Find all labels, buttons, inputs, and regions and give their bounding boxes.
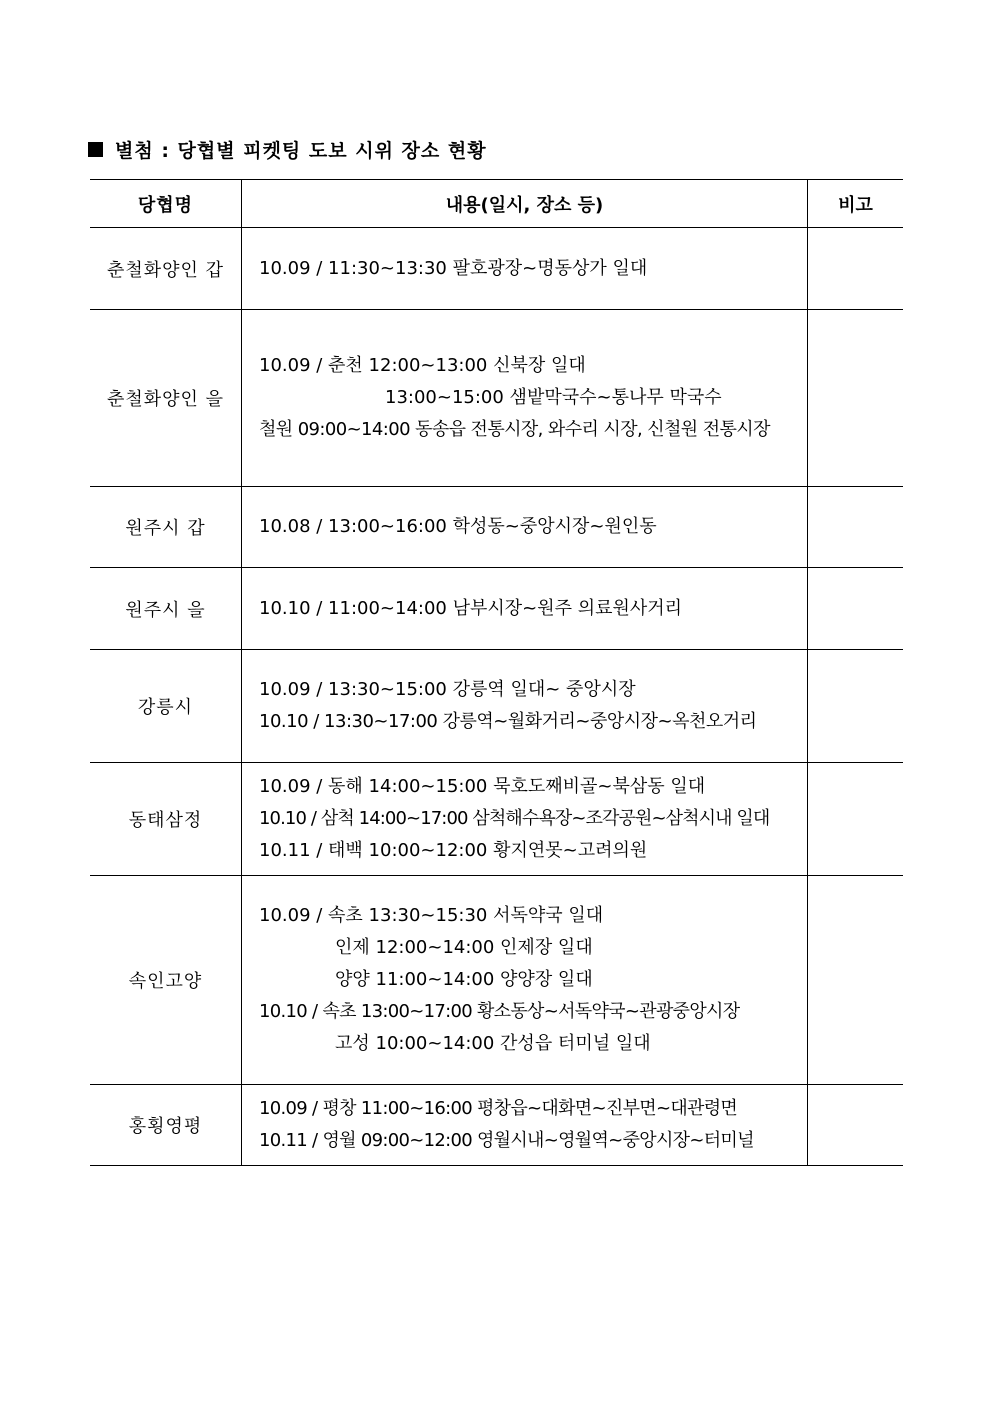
schedule-line: 10.08 / 13:00~16:00 학성동~중앙시장~원인동 [259, 516, 657, 537]
picketing-schedule-table [90, 179, 903, 1166]
table-row [90, 763, 903, 876]
schedule-line: 철원 09:00~14:00 동송읍 전통시장, 와수리 시장, 신철원 전통시장 [259, 419, 770, 440]
header-district: 당협명 [90, 180, 242, 228]
square-bullet-icon [88, 142, 103, 157]
note-cell [808, 228, 904, 310]
note-cell [808, 1085, 904, 1166]
district-name: 홍횡영평 [90, 1085, 242, 1166]
note-cell [808, 650, 904, 763]
schedule-content [242, 228, 808, 310]
heading-text: 별첨 : 당협별 피켓팅 도보 시위 장소 현황 [115, 140, 487, 162]
table-row [90, 310, 903, 487]
schedule-content [242, 568, 808, 650]
schedule-line: 10.10 / 13:30~17:00 강릉역~월화거리~중앙시장~옥천오거리 [259, 711, 757, 732]
table-row [90, 487, 903, 568]
district-name: 동태삼정 [90, 763, 242, 876]
schedule-line: 고성 10:00~14:00 간성읍 터미널 일대 [335, 1033, 651, 1054]
schedule-line: 10.10 / 11:00~14:00 남부시장~원주 의료원사거리 [259, 597, 683, 619]
schedule-content [242, 763, 808, 876]
note-cell [808, 876, 904, 1085]
table-row [90, 228, 903, 310]
note-cell [808, 310, 904, 487]
table-header-row [90, 180, 903, 228]
schedule-line: 10.09 / 춘천 12:00~13:00 신북장 일대 [259, 355, 586, 376]
schedule-line: 10.09 / 13:30~15:00 강릉역 일대~ 중앙시장 [259, 679, 636, 700]
table-row [90, 568, 903, 650]
schedule-line: 10.09 / 평창 11:00~16:00 평창읍~대화면~진부면~대관령면 [259, 1098, 738, 1119]
district-name: 속인고양 [90, 876, 242, 1085]
schedule-content [242, 650, 808, 763]
schedule-line: 인제 12:00~14:00 인제장 일대 [335, 937, 593, 958]
note-cell [808, 568, 904, 650]
schedule-content [242, 310, 808, 487]
table-row [90, 1085, 903, 1166]
district-name: 춘철화양인 을 [90, 310, 242, 487]
district-name: 원주시 을 [90, 568, 242, 650]
schedule-line: 10.09 / 11:30~13:30 팔호광장~명동상가 일대 [259, 257, 648, 279]
schedule-content [242, 1085, 808, 1166]
table-row [90, 650, 903, 763]
schedule-line: 13:00~15:00 샘밭막국수~통나무 막국수 [385, 387, 722, 408]
schedule-line: 10.10 / 속초 13:00~17:00 황소동상~서독약국~관광중앙시장 [259, 1001, 740, 1022]
header-note: 비고 [838, 194, 873, 216]
district-name: 원주시 갑 [90, 487, 242, 568]
schedule-line: 10.09 / 동해 14:00~15:00 묵호도째비골~북삼동 일대 [259, 776, 706, 797]
schedule-line: 10.11 / 태백 10:00~12:00 황지연못~고려의원 [259, 840, 648, 861]
schedule-line: 10.10 / 삼척 14:00~17:00 삼척해수욕장~조각공원~삼척시내 일대 [259, 808, 770, 829]
schedule-line: 10.11 / 영월 09:00~12:00 영월시내~영월역~중앙시장~터미널 [259, 1130, 754, 1151]
page-heading [88, 136, 487, 163]
district-name: 춘철화양인 갑 [90, 228, 242, 310]
note-cell [808, 763, 904, 876]
district-name: 강릉시 [90, 650, 242, 763]
schedule-content [242, 876, 808, 1085]
schedule-line: 10.09 / 속초 13:30~15:30 서독약국 일대 [259, 905, 604, 926]
schedule-content [242, 487, 808, 568]
header-content: 내용(일시, 장소 등) [242, 180, 808, 228]
table-row [90, 876, 903, 1085]
note-cell [808, 487, 904, 568]
schedule-line: 양양 11:00~14:00 양양장 일대 [335, 969, 593, 990]
